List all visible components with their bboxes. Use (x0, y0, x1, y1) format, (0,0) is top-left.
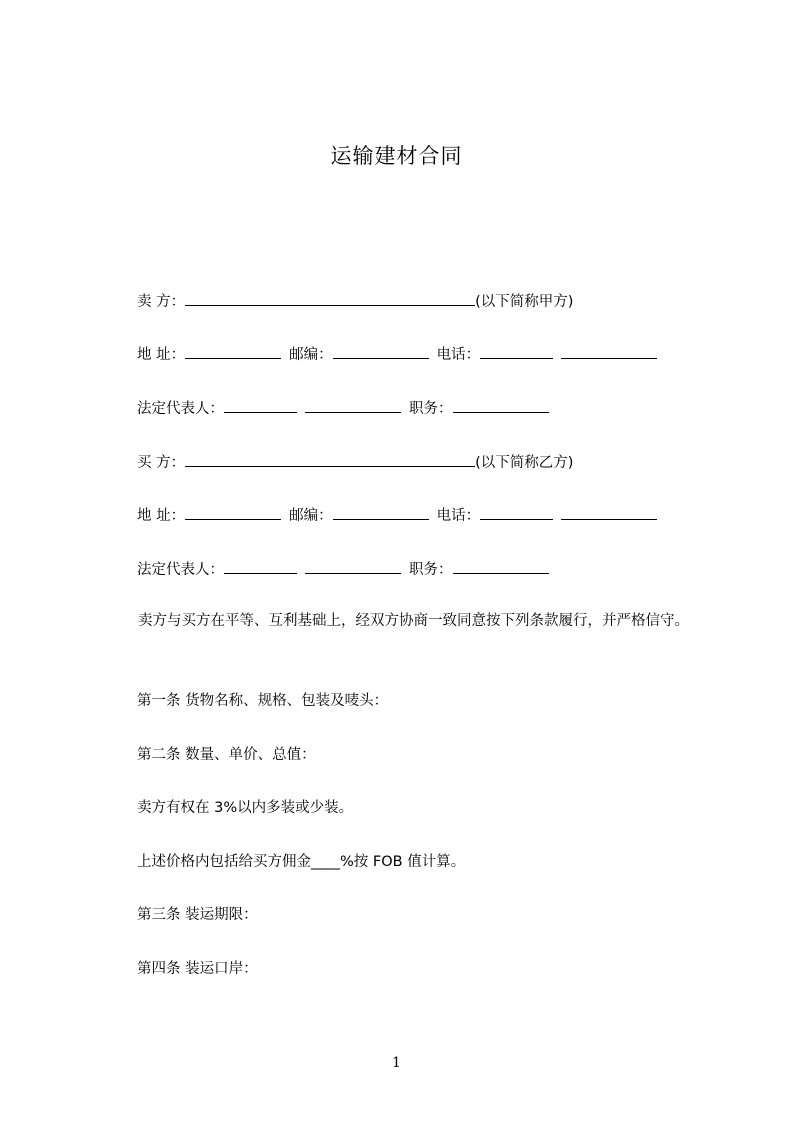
buyer-rep-blank-2[interactable] (305, 559, 401, 574)
seller-position-label: 职务： (409, 401, 453, 417)
tolerance-text: 卖方有权在 3%以内多装或少装。 (137, 800, 354, 816)
seller-phone-label: 电话： (436, 347, 481, 363)
buyer-phone-label: 电话： (436, 508, 481, 524)
buyer-rep-line (137, 559, 549, 580)
seller-position-blank[interactable] (453, 398, 549, 413)
buyer-position-blank[interactable] (453, 559, 549, 574)
buyer-rep-label: 法定代表人： (137, 562, 224, 578)
seller-line (137, 291, 573, 312)
seller-rep-blank[interactable] (224, 398, 297, 413)
page-title: 运输建材合同 (330, 144, 463, 168)
seller-rep-line (137, 398, 549, 419)
seller-postcode-label: 邮编： (289, 347, 333, 363)
buyer-line (137, 452, 573, 473)
seller-address-line (137, 344, 657, 365)
seller-address-blank[interactable] (185, 344, 281, 359)
buyer-name-blank[interactable] (185, 452, 475, 467)
buyer-position-label: 职务： (409, 562, 453, 578)
buyer-address-line (137, 505, 657, 526)
buyer-phone-blank[interactable] (480, 505, 553, 520)
commission-text: 上述价格内包括给买方佣金____%按 FOB 值计算。 (137, 854, 466, 870)
seller-label: 卖 方： (137, 294, 186, 310)
seller-name-blank[interactable] (185, 291, 475, 306)
clause-1: 第一条 货物名称、规格、包装及唛头： (137, 693, 389, 709)
buyer-phone-blank-2[interactable] (561, 505, 657, 520)
seller-phone-blank[interactable] (480, 344, 553, 359)
clause-4: 第四条 装运口岸： (137, 961, 258, 977)
buyer-rep-blank[interactable] (224, 559, 297, 574)
clause-2: 第二条 数量、单价、总值： (137, 747, 316, 763)
seller-rep-blank-2[interactable] (305, 398, 401, 413)
buyer-address-blank[interactable] (185, 505, 281, 520)
page-number: 1 (392, 1055, 401, 1071)
seller-address-label: 地 址： (137, 347, 186, 363)
preamble-paragraph: 卖方与买方在平等、互利基础上，经双方协商一致同意按下列条款履行，并严格信守。 (138, 613, 689, 629)
clause-3: 第三条 装运期限： (137, 907, 258, 923)
buyer-suffix: (以下简称乙方) (475, 455, 574, 471)
buyer-address-label: 地 址： (137, 508, 186, 524)
buyer-label: 买 方： (137, 455, 186, 471)
seller-postcode-blank[interactable] (333, 344, 429, 359)
seller-phone-blank-2[interactable] (561, 344, 657, 359)
seller-suffix: (以下简称甲方) (475, 294, 574, 310)
seller-rep-label: 法定代表人： (137, 401, 224, 417)
buyer-postcode-blank[interactable] (333, 505, 429, 520)
buyer-postcode-label: 邮编： (289, 508, 333, 524)
